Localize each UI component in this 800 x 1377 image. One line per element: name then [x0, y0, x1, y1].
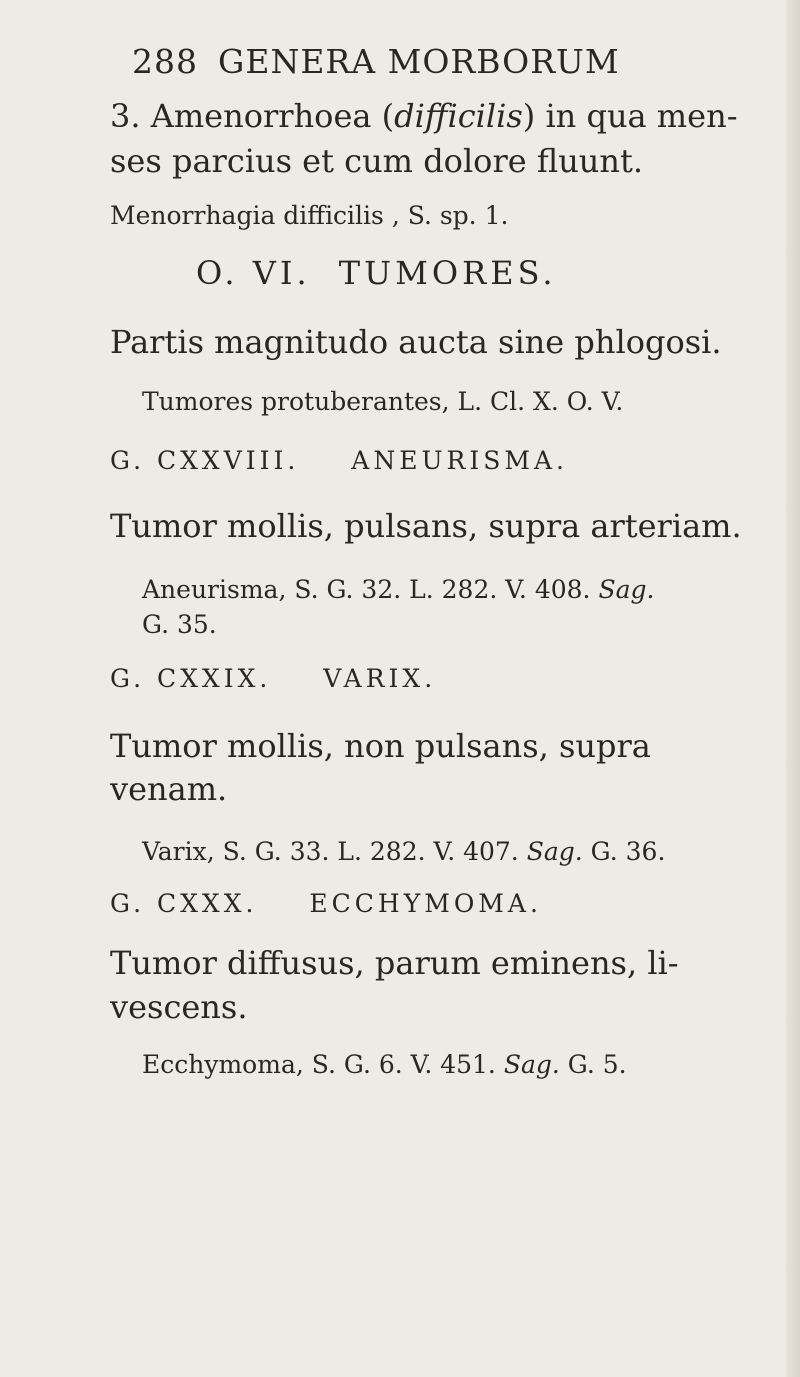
page-number: 288	[132, 42, 198, 81]
genus-description: venam.	[110, 770, 228, 808]
genus-number: G. CXXVIII.	[110, 446, 300, 475]
genus-number: G. CXXX.	[110, 889, 258, 918]
disease-name: Amenorrhoea	[150, 97, 372, 135]
disease-qualifier: difficilis	[394, 97, 523, 135]
genus-name: ANEURISMA.	[351, 446, 568, 475]
order-description: Partis magnitudo aucta sine phlogosi.	[110, 323, 722, 361]
genus-heading	[110, 664, 436, 693]
synonym-reference: Aneurisma, S. G. 32. L. 282. V. 408. Sag.	[142, 575, 655, 604]
entry-amenorrhoea: 3. Amenorrhoea (difficilis) in qua men-	[110, 97, 738, 135]
running-title: GENERA MORBORUM	[218, 42, 620, 81]
genus-description: Tumor mollis, pulsans, supra arteriam.	[110, 507, 742, 545]
synonym-reference: Tumores protuberantes, L. Cl. X. O. V.	[142, 387, 624, 416]
genus-heading	[110, 446, 568, 475]
page-edge-shadow	[786, 0, 800, 1377]
genus-heading	[110, 889, 542, 918]
genus-description: Tumor diffusus, parum eminens, li-	[110, 944, 679, 982]
genus-name: ECCHYMOMA.	[309, 889, 542, 918]
order-title: TUMORES.	[338, 254, 557, 292]
synonym-reference: G. 35.	[142, 610, 217, 639]
synonym-reference: Varix, S. G. 33. L. 282. V. 407. Sag. G. 36.	[142, 837, 666, 866]
genus-description: Tumor mollis, non pulsans, supra	[110, 727, 651, 765]
order-number: O. VI.	[196, 254, 311, 292]
entry-number: 3.	[110, 97, 141, 135]
description-line: in qua men-	[545, 97, 738, 135]
order-heading	[196, 254, 557, 292]
description-line: ses parcius et cum dolore fluunt.	[110, 142, 644, 180]
genus-description: vescens.	[110, 988, 248, 1026]
genus-name: VARIX.	[323, 664, 437, 693]
synonym-reference: Menorrhagia difficilis , S. sp. 1.	[110, 201, 509, 230]
running-header	[132, 42, 620, 81]
synonym-reference: Ecchymoma, S. G. 6. V. 451. Sag. G. 5.	[142, 1050, 627, 1079]
genus-number: G. CXXIX.	[110, 664, 272, 693]
